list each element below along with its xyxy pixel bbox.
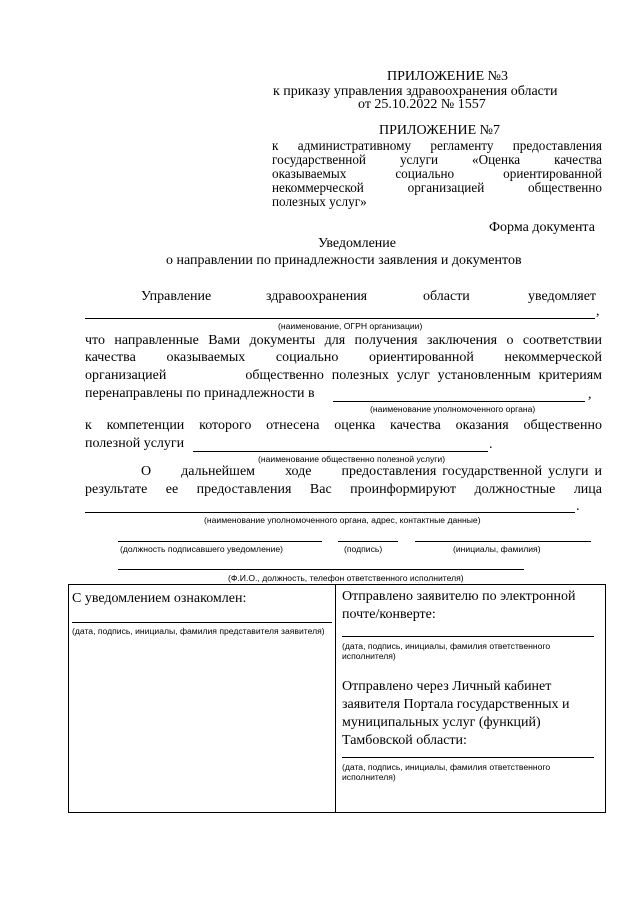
heading-subtitle: о направлении по принадлежности заявления и документов <box>166 253 522 268</box>
right-bottom-title: Отправлено через Личный кабинет заявителя Портала государственных и муниципальных услуг (функций) Тамбовской области: <box>342 679 570 748</box>
org-comma: , <box>596 304 600 319</box>
officials-caption: (наименование уполномоченного органа, адрес, контактные данные) <box>204 515 481 525</box>
p1-word-2: здравоохранения <box>266 289 368 304</box>
appendix7-line-1: к административному регламенту предоставления <box>272 138 602 153</box>
signature-caption: (подпись) <box>344 544 383 554</box>
heading-title: Уведомление <box>318 236 397 251</box>
appendix7-line-2: государственной услуги «Оценка качества <box>272 152 602 167</box>
p1-word-4: уведомляет <box>528 289 597 304</box>
p2-comma: , <box>588 387 592 402</box>
p2-line-4: перенаправлены по принадлежности в <box>85 386 315 401</box>
right-top-title: Отправлено заявителю по электронной почте/конверте: <box>342 589 576 622</box>
executor-caption: (Ф.И.О., должность, телефон ответственного исполнителя) <box>228 573 464 583</box>
authority-caption: (наименование уполномоченного органа) <box>370 404 536 414</box>
form-label: Форма документа <box>489 220 595 235</box>
appendix3-line1: к приказу управления здравоохранения области <box>273 84 558 99</box>
p2-line-3: организацией общественно полезных услуг установленным критериям <box>85 368 602 383</box>
right-top-caption: (дата, подпись, инициалы, фамилия ответственного исполнителя) <box>342 641 551 661</box>
position-caption: (должность подписавшего уведомление) <box>120 544 284 554</box>
service-line[interactable] <box>193 451 488 452</box>
p4-line-2: результате ее предоставления Вас проинформируют должностные лица <box>85 482 602 497</box>
p2-line-2: качества оказываемых социально ориентированной некоммерческой <box>85 350 602 365</box>
left-cell-sign-line[interactable] <box>72 622 332 623</box>
p1-word-1: Управление <box>141 289 212 304</box>
appendix3-title: ПРИЛОЖЕНИЕ №3 <box>387 69 508 84</box>
p1-word-3: области <box>423 289 470 304</box>
right-bottom-sign-line[interactable] <box>342 757 594 758</box>
p3-line-2: полезной услуги <box>85 436 185 451</box>
initials-line[interactable] <box>415 541 591 542</box>
org-caption: (наименование, ОГРН организации) <box>278 321 423 331</box>
p4-dot: . <box>576 499 580 514</box>
signature-line[interactable] <box>338 541 398 542</box>
executor-line[interactable] <box>118 569 524 570</box>
p4-line-1: О дальнейшем ходе предоставления государственной услуги и <box>141 464 602 479</box>
org-name-line[interactable] <box>85 318 595 319</box>
position-line[interactable] <box>118 541 322 542</box>
appendix7-line-3: оказываемых социально ориентированной <box>272 166 602 181</box>
right-bottom-caption: (дата, подпись, инициалы, фамилия ответственного исполнителя) <box>342 762 551 782</box>
appendix7-title: ПРИЛОЖЕНИЕ №7 <box>379 123 500 138</box>
initials-caption: (инициалы, фамилия) <box>453 544 541 554</box>
authority-line[interactable] <box>333 401 585 402</box>
p3-line-1: к компетенции которого отнесена оценка качества оказания общественно <box>85 418 602 433</box>
service-caption: (наименование общественно полезной услуги) <box>258 454 446 464</box>
right-top-sign-line[interactable] <box>342 636 594 637</box>
left-cell-caption: (дата, подпись, инициалы, фамилия представителя заявителя) <box>72 626 325 636</box>
appendix7-line-4: некоммерческой организацией общественно <box>272 180 602 195</box>
officials-line[interactable] <box>85 512 575 513</box>
p3-dot: . <box>489 437 493 452</box>
table-divider <box>335 584 336 813</box>
p2-line-1: что направленные Вами документы для получения заключения о соответствии <box>85 333 602 348</box>
appendix7-line-5: полезных услуг» <box>272 194 367 209</box>
appendix3-line2: от 25.10.2022 № 1557 <box>358 97 486 112</box>
left-cell-title: С уведомлением ознакомлен: <box>72 591 247 606</box>
